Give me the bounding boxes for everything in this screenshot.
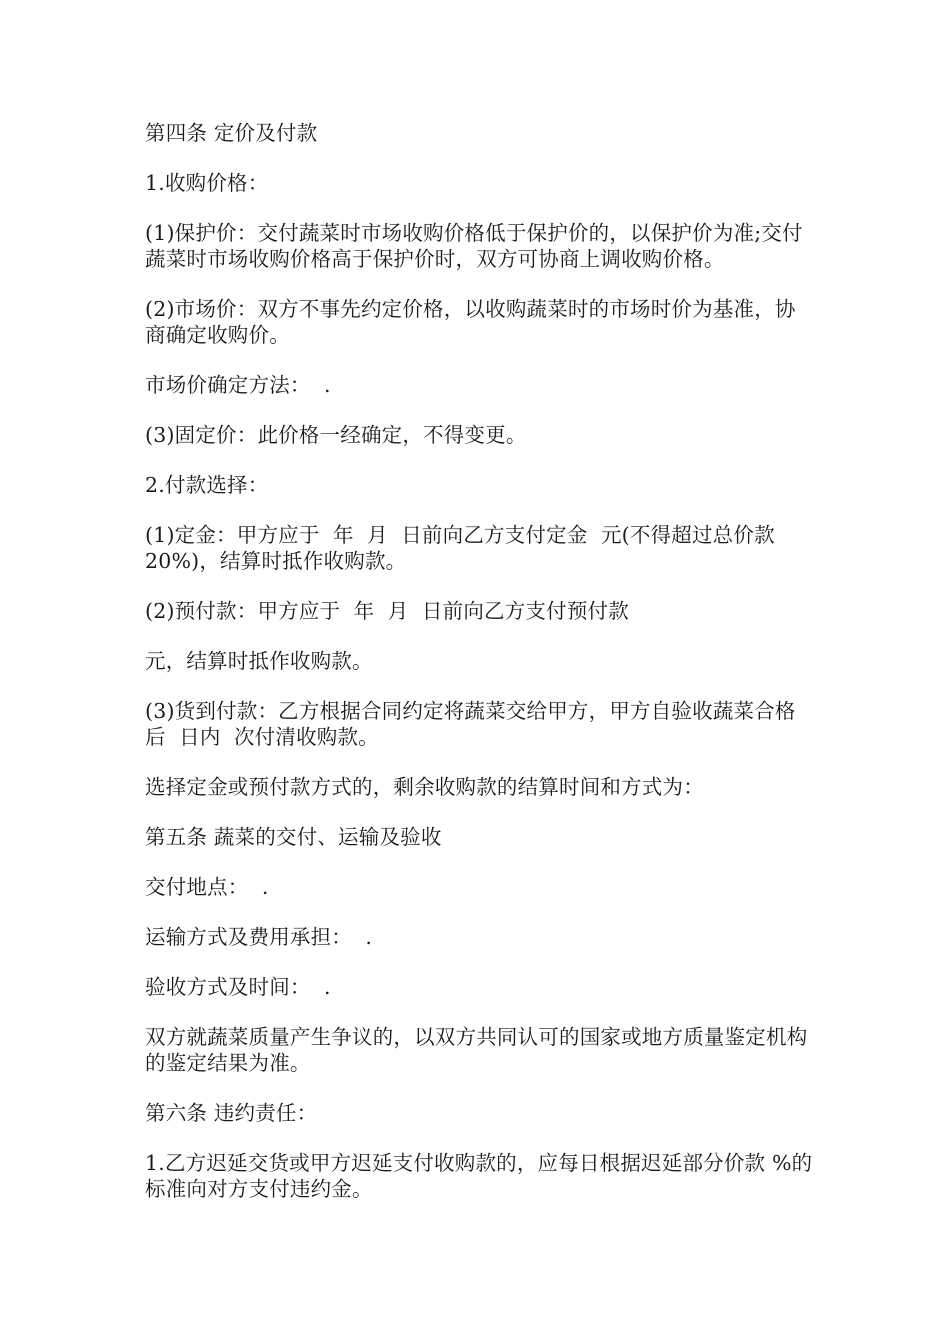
article-6-heading: 第六条 违约责任： xyxy=(145,1101,318,1125)
market-price-method: 市场价确定方法： . xyxy=(145,373,331,397)
deposit-clause: (1)定金：甲方应于 年 月 日前向乙方支付定金 元(不得超过总价款20%)，结算时抵作收购款。 xyxy=(145,523,775,573)
remaining-payment-clause: 选择定金或预付款方式的，剩余收购款的结算时间和方式为： xyxy=(145,775,704,799)
acceptance-method: 验收方式及时间： . xyxy=(145,975,331,999)
protection-price-clause: (1)保护价：交付蔬菜时市场收购价格低于保护价的，以保护价为准;交付蔬菜时市场收购价格高于保护价时，双方可协商上调收购价格。 xyxy=(145,221,803,271)
cash-on-delivery-clause: (3)货到付款：乙方根据合同约定将蔬菜交给甲方，甲方自验收蔬菜合格后 日内 次付清收购款。 xyxy=(145,699,796,749)
document-page xyxy=(145,120,815,1226)
prepayment-clause-continued: 元，结算时抵作收购款。 xyxy=(145,649,373,673)
quality-dispute-clause: 双方就蔬菜质量产生争议的，以双方共同认可的国家或地方质量鉴定机构的鉴定结果为准。 xyxy=(145,1025,808,1075)
article-4-heading: 第四条 定价及付款 xyxy=(145,121,318,145)
payment-options-heading: 2.付款选择： xyxy=(145,473,269,497)
market-price-clause: (2)市场价：双方不事先约定价格，以收购蔬菜时的市场时价为基准，协商确定收购价。 xyxy=(145,297,796,347)
late-delivery-penalty-clause: 1.乙方迟延交货或甲方迟延支付收购款的，应每日根据迟延部分价款 %的标准向对方支付违约金。 xyxy=(145,1151,813,1201)
prepayment-clause: (2)预付款：甲方应于 年 月 日前向乙方支付预付款 xyxy=(145,599,629,623)
transport-method: 运输方式及费用承担： . xyxy=(145,925,373,949)
delivery-location: 交付地点： . xyxy=(145,875,269,899)
purchase-price-heading: 1.收购价格： xyxy=(145,171,269,195)
fixed-price-clause: (3)固定价：此价格一经确定，不得变更。 xyxy=(145,423,527,447)
article-5-heading: 第五条 蔬菜的交付、运输及验收 xyxy=(145,825,442,849)
